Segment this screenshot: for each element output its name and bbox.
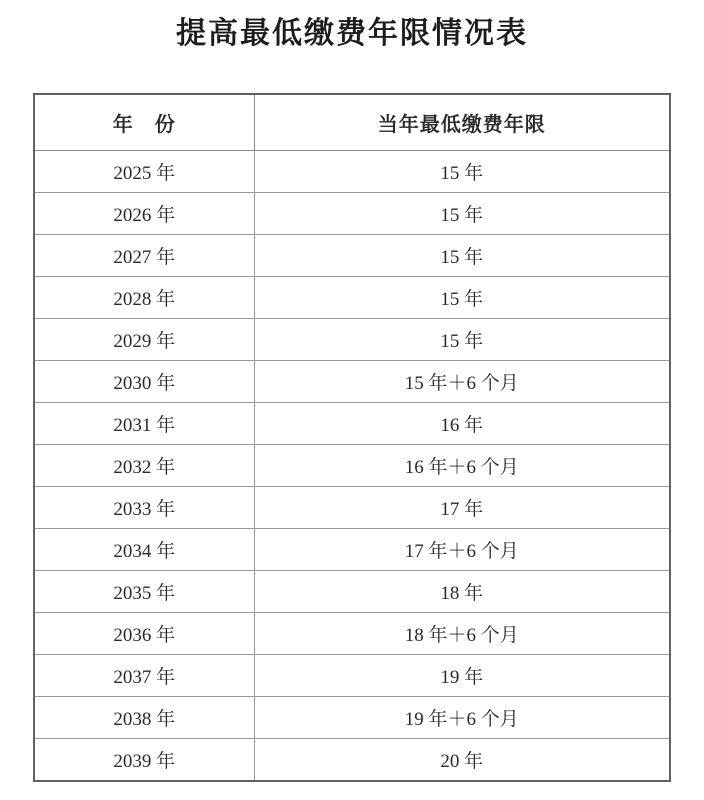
year-cell: 2026 年 <box>34 193 254 235</box>
year-cell: 2032 年 <box>34 445 254 487</box>
limit-cell: 15 年 <box>254 193 670 235</box>
table-row <box>34 445 670 487</box>
year-column-header: 年 份 <box>34 94 254 151</box>
limit-cell: 19 年 <box>254 655 670 697</box>
year-cell: 2025 年 <box>34 151 254 193</box>
limit-cell: 15 年＋6 个月 <box>254 361 670 403</box>
limit-cell: 15 年 <box>254 235 670 277</box>
contribution-years-table-container <box>33 93 669 782</box>
table-row <box>34 235 670 277</box>
year-cell: 2030 年 <box>34 361 254 403</box>
limit-cell: 20 年 <box>254 739 670 782</box>
table-header-row <box>34 94 670 151</box>
year-cell: 2039 年 <box>34 739 254 782</box>
table-row <box>34 319 670 361</box>
limit-column-header: 当年最低缴费年限 <box>254 94 670 151</box>
limit-cell: 16 年 <box>254 403 670 445</box>
table-body <box>34 151 670 782</box>
limit-cell: 18 年＋6 个月 <box>254 613 670 655</box>
table-row <box>34 193 670 235</box>
limit-cell: 18 年 <box>254 571 670 613</box>
table-row <box>34 487 670 529</box>
table-row <box>34 739 670 782</box>
table-row <box>34 361 670 403</box>
year-cell: 2038 年 <box>34 697 254 739</box>
table-row <box>34 697 670 739</box>
limit-cell: 17 年＋6 个月 <box>254 529 670 571</box>
limit-cell: 16 年＋6 个月 <box>254 445 670 487</box>
year-cell: 2027 年 <box>34 235 254 277</box>
year-cell: 2035 年 <box>34 571 254 613</box>
table-row <box>34 403 670 445</box>
table-row <box>34 277 670 319</box>
limit-cell: 15 年 <box>254 277 670 319</box>
table-row <box>34 613 670 655</box>
limit-cell: 19 年＋6 个月 <box>254 697 670 739</box>
limit-cell: 15 年 <box>254 151 670 193</box>
year-cell: 2037 年 <box>34 655 254 697</box>
year-cell: 2029 年 <box>34 319 254 361</box>
year-cell: 2033 年 <box>34 487 254 529</box>
year-cell: 2028 年 <box>34 277 254 319</box>
contribution-years-table <box>33 93 671 782</box>
limit-cell: 15 年 <box>254 319 670 361</box>
year-cell: 2034 年 <box>34 529 254 571</box>
page-title: 提高最低缴费年限情况表 <box>176 17 528 50</box>
limit-cell: 17 年 <box>254 487 670 529</box>
table-row <box>34 151 670 193</box>
year-cell: 2036 年 <box>34 613 254 655</box>
table-row <box>34 571 670 613</box>
year-cell: 2031 年 <box>34 403 254 445</box>
table-row <box>34 655 670 697</box>
table-row <box>34 529 670 571</box>
